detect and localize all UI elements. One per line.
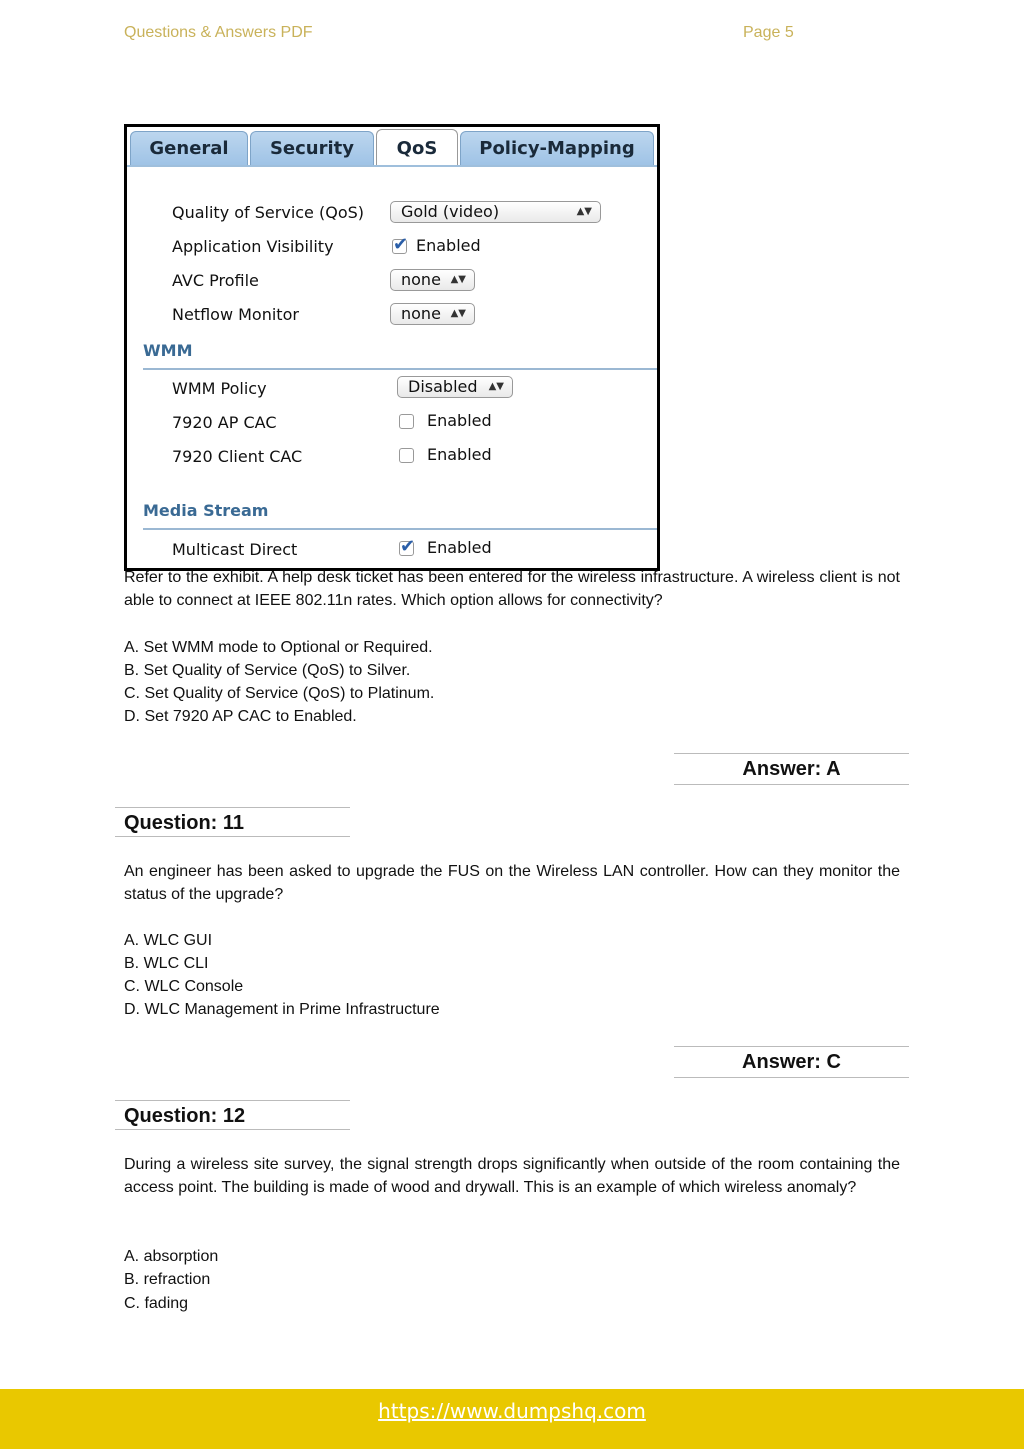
exhibit-image (124, 124, 660, 571)
wmm-policy-value: Disabled (408, 377, 478, 396)
question-10-answer: Answer: A (674, 753, 909, 785)
app-visibility-value: Enabled (416, 236, 481, 255)
select-arrows-icon: ▲▼ (488, 381, 504, 392)
checkmark-icon: ✔ (400, 536, 416, 556)
question-11-title: Question: 11 (115, 807, 350, 837)
app-visibility-checkbox[interactable] (392, 234, 409, 254)
avc-profile-label: AVC Profile (172, 271, 259, 290)
app-visibility-label: Application Visibility (172, 237, 334, 256)
tab-policy-mapping[interactable]: Policy-Mapping (460, 131, 654, 165)
question-12-option-c: C. fading (124, 1295, 189, 1312)
ap-cac-label: 7920 AP CAC (172, 413, 277, 432)
client-cac-label: 7920 Client CAC (172, 447, 303, 466)
media-stream-section-title: Media Stream (143, 501, 269, 520)
client-cac-value: Enabled (427, 445, 492, 464)
footer-link[interactable]: https://www.dumpshq.com (378, 1399, 646, 1423)
wmm-policy-select[interactable] (397, 376, 513, 398)
question-12-title: Question: 12 (115, 1100, 350, 1130)
question-12-text: During a wireless site survey, the signal strength drops significantly when outside of the room containing the access point. The building is made of wood and drywall. This is an example of which wireless anomaly? (124, 1156, 900, 1196)
qos-select-value: Gold (video) (401, 202, 500, 221)
question-10-text: Refer to the exhibit. A help desk ticket has been entered for the wireless infrastructure. A wireless client is not able to connect at IEEE 802.11n rates. Which option allows for connectivity? (124, 569, 900, 609)
media-stream-divider (143, 528, 657, 530)
select-arrows-icon: ▲▼ (576, 206, 592, 217)
netflow-monitor-value: none (401, 304, 441, 323)
tab-general[interactable]: General (130, 131, 248, 165)
tab-divider (127, 165, 657, 167)
question-11-option-b: B. WLC CLI (124, 955, 209, 972)
question-11-option-d: D. WLC Management in Prime Infrastructure (124, 1001, 440, 1018)
wmm-divider (143, 368, 657, 370)
avc-profile-select[interactable] (390, 269, 475, 291)
qos-label: Quality of Service (QoS) (172, 203, 365, 222)
multicast-direct-label: Multicast Direct (172, 540, 298, 559)
avc-profile-value: none (401, 270, 441, 289)
question-10-option-d: D. Set 7920 AP CAC to Enabled. (124, 708, 357, 725)
tab-bar (127, 127, 657, 167)
ap-cac-value: Enabled (427, 411, 492, 430)
wmm-section-title: WMM (143, 341, 193, 360)
question-12-option-b: B. refraction (124, 1271, 211, 1288)
tab-security[interactable]: Security (250, 131, 374, 165)
question-10-option-c: C. Set Quality of Service (QoS) to Platinum. (124, 685, 435, 702)
header-title: Questions & Answers PDF (124, 24, 313, 41)
checkmark-icon: ✔ (393, 234, 409, 254)
netflow-monitor-label: Netflow Monitor (172, 305, 299, 324)
question-11-option-a: A. WLC GUI (124, 932, 213, 949)
question-11-text: An engineer has been asked to upgrade the FUS on the Wireless LAN controller. How can they monitor the status of the upgrade? (124, 863, 900, 903)
question-10-option-a: A. Set WMM mode to Optional or Required. (124, 639, 433, 656)
netflow-monitor-select[interactable] (390, 303, 475, 325)
page-number: Page 5 (743, 24, 794, 41)
qos-select[interactable] (390, 201, 601, 223)
multicast-direct-checkbox[interactable] (399, 536, 416, 556)
question-11-option-c: C. WLC Console (124, 978, 244, 995)
tab-qos[interactable]: QoS (376, 129, 458, 167)
select-arrows-icon: ▲▼ (450, 274, 466, 285)
question-11-answer: Answer: C (674, 1046, 909, 1078)
question-10-option-b: B. Set Quality of Service (QoS) to Silver. (124, 662, 411, 679)
select-arrows-icon: ▲▼ (450, 308, 466, 319)
multicast-direct-value: Enabled (427, 538, 492, 557)
wmm-policy-label: WMM Policy (172, 379, 267, 398)
ap-cac-checkbox[interactable] (399, 414, 414, 429)
question-12-option-a: A. absorption (124, 1248, 219, 1265)
client-cac-checkbox[interactable] (399, 448, 414, 463)
